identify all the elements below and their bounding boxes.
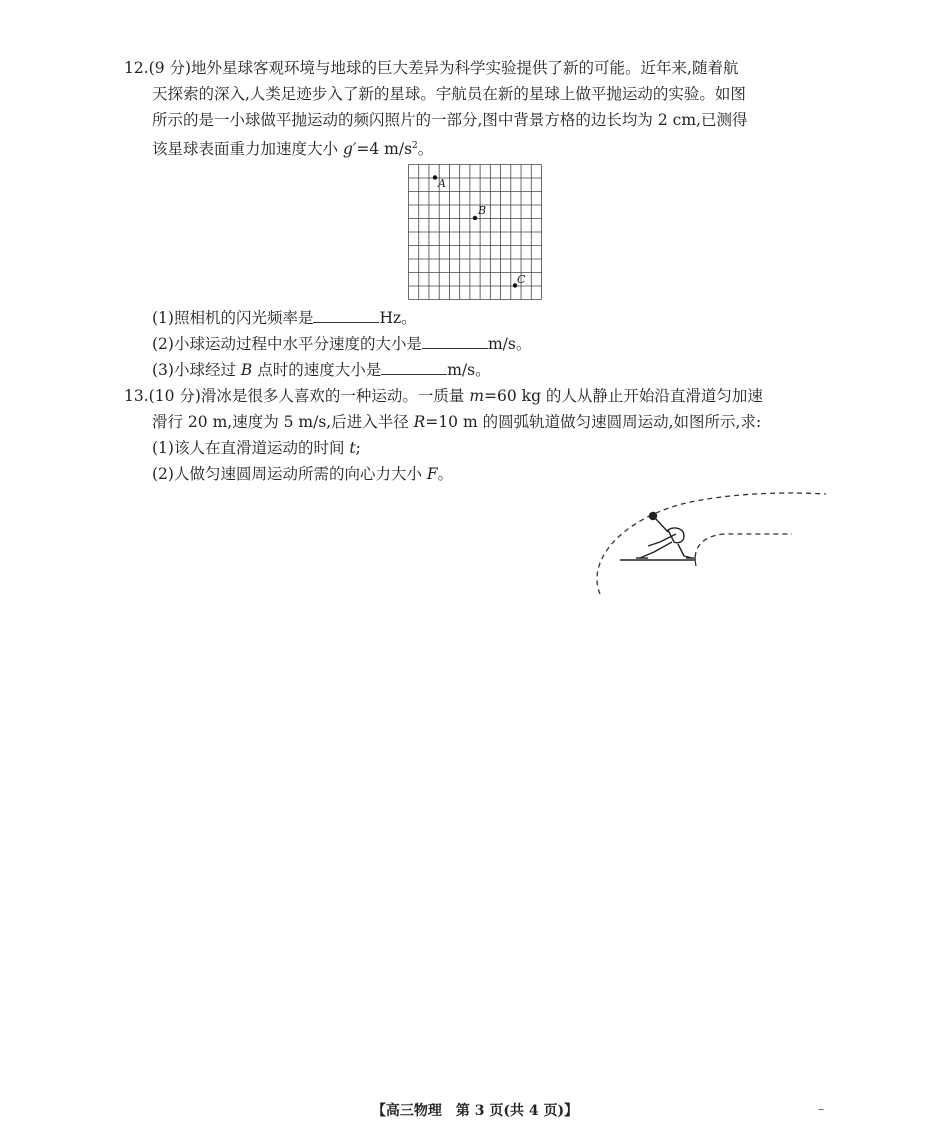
q12-sub-1-unit: Hz。: [379, 309, 417, 327]
skater-svg: [592, 490, 828, 600]
q13-sub-2-end: 。: [437, 465, 454, 483]
q13-sub-2-text: (2)人做匀速圆周运动所需的向心力大小: [152, 465, 427, 483]
q13-number: 13.: [124, 387, 149, 405]
q12-points: (9 分): [148, 59, 192, 77]
q13-line-2: [152, 412, 761, 432]
g-symbol: g′: [342, 140, 357, 159]
q13-sub-2: [152, 464, 453, 484]
grid-svg: [408, 164, 542, 300]
answer-blank-2[interactable]: [422, 334, 488, 349]
q12-line-4-end: 。: [417, 140, 434, 159]
q12-number: 12.: [124, 59, 149, 77]
q13-line-1: [124, 386, 763, 406]
q13-sub-1-end: ;: [355, 439, 361, 457]
q12-text-1: 地外星球客观环境与地球的巨大差异为科学实验提供了新的可能。近年来,随着航: [191, 59, 739, 77]
q12-line-1: [124, 58, 738, 78]
corner-mark: –: [818, 1102, 824, 1116]
point-b-dot: [473, 216, 477, 220]
q12-sub-2-unit: m/s。: [487, 335, 532, 353]
q13-line-2-a: 滑行 20 m,速度为 5 m/s,后进入半径: [152, 413, 414, 431]
point-c-label: C: [517, 273, 526, 286]
q12-line-4: [152, 136, 433, 159]
q12-sub-1-text: (1)照相机的闪光频率是: [152, 309, 314, 327]
q12-sub-3-unit: m/s。: [447, 361, 491, 379]
q12-sub-2-text: (2)小球运动过程中水平分速度的大小是: [152, 335, 422, 353]
q13-points: (10 分): [148, 387, 201, 405]
page-footer: 【高三物理 第 3 页(共 4 页)】: [371, 1103, 579, 1119]
q12-sub-1: [152, 308, 417, 328]
g-value: =4 m/s: [356, 140, 413, 159]
answer-blank-3[interactable]: [381, 360, 447, 375]
skater-icon: [636, 513, 696, 559]
q13-line-1-b: =60 kg 的人从静止开始沿直滑道匀加速: [484, 387, 763, 405]
q12-sub-3: [152, 360, 491, 380]
inner-track-arc: [695, 534, 792, 566]
q13-sub-1-var: t: [349, 439, 356, 457]
point-a-dot: [433, 175, 437, 179]
g-exponent: 2: [412, 141, 418, 151]
q13-sub-1: [152, 438, 361, 458]
q13-line-2-b: =10 m 的圆弧轨道做匀速圆周运动,如图所示,求:: [425, 413, 762, 431]
skater-track-figure: [592, 490, 828, 600]
q12-line-3: 所示的是一小球做平抛运动的频闪照片的一部分,图中背景方格的边长均为 2 cm,已测得: [152, 111, 748, 129]
point-b-label: B: [478, 204, 487, 217]
q13-sub-2-var: F: [426, 465, 438, 483]
q12-sub-3-text: (3)小球经过: [152, 361, 241, 379]
q12-line-2: 天探索的深入,人类足迹步入了新的星球。宇航员在新的星球上做平抛运动的实验。如图: [152, 85, 746, 103]
q13-m-var: m: [469, 387, 485, 405]
projectile-grid-figure: [408, 164, 542, 300]
q12-sub-3-mid: 点时的速度大小是: [252, 361, 382, 379]
q13-sub-1-text: (1)该人在直滑道运动的时间: [152, 439, 350, 457]
q12-line-4-text: 该星球表面重力加速度大小: [152, 140, 343, 159]
outer-track-arc: [597, 493, 826, 594]
q12-sub-3-var: B: [240, 361, 253, 379]
q13-r-var: R: [413, 413, 426, 431]
point-a-label: A: [438, 177, 446, 190]
q13-line-1-a: 滑冰是很多人喜欢的一种运动。一质量: [200, 387, 470, 405]
q12-sub-2: [152, 334, 531, 354]
answer-blank-1[interactable]: [313, 308, 379, 323]
